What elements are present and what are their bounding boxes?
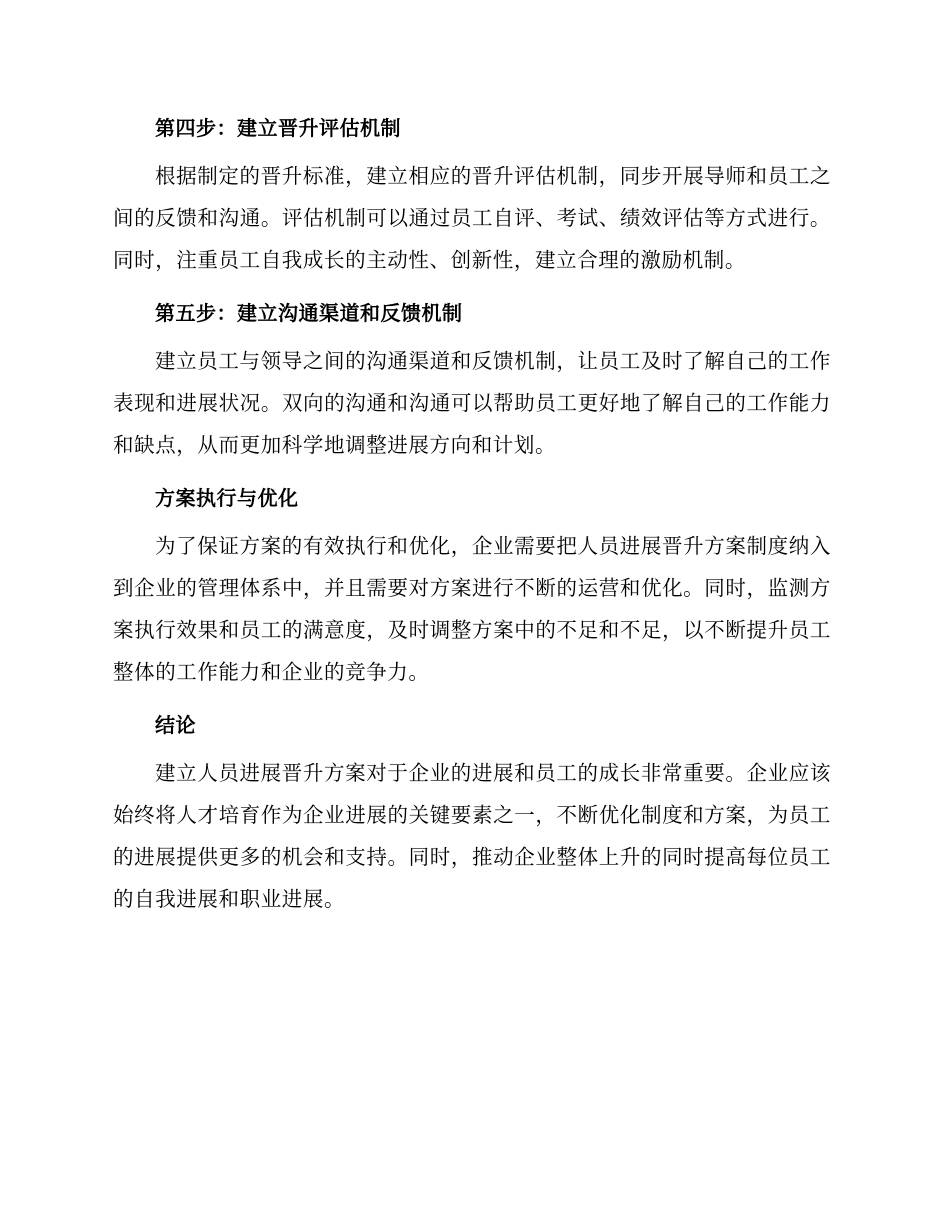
section-heading: 方案执行与优化 — [155, 486, 299, 510]
section-step-four — [113, 108, 831, 293]
section-step-five — [113, 293, 831, 478]
section-paragraph: 建立人员进展晋升方案对于企业的进展和员工的成长非常重要。企业应该始终将人才培育作为企业进展的关键要素之一，不断优化制度和方案，为员工的进展提供更多的机会和支持。同时，推动企业整体上升的同时提高每位员工的自我进展和职业进展。 — [113, 761, 831, 911]
section-paragraph: 为了保证方案的有效执行和优化，企业需要把人员进展晋升方案制度纳入到企业的管理体系中，并且需要对方案进行不断的运营和优化。同时，监测方案执行效果和员工的满意度，及时调整方案中的不足和不足，以不断提升员工整体的工作能力和企业的竞争力。 — [113, 534, 831, 684]
section-paragraph: 根据制定的晋升标准，建立相应的晋升评估机制，同步开展导师和员工之间的反馈和沟通。评估机制可以通过员工自评、考试、绩效评估等方式进行。同时，注重员工自我成长的主动性、创新性，建立合理的激励机制。 — [113, 164, 831, 272]
section-heading: 第四步：建立晋升评估机制 — [155, 116, 401, 140]
section-conclusion — [113, 705, 831, 920]
section-heading: 结论 — [155, 713, 196, 737]
section-paragraph: 建立员工与领导之间的沟通渠道和反馈机制，让员工及时了解自己的工作表现和进展状况。双向的沟通和沟通可以帮助员工更好地了解自己的工作能力和缺点，从而更加科学地调整进展方向和计划。 — [113, 349, 831, 457]
section-execution-optimization — [113, 478, 831, 705]
section-heading: 第五步：建立沟通渠道和反馈机制 — [155, 301, 463, 325]
document-page — [113, 108, 831, 920]
